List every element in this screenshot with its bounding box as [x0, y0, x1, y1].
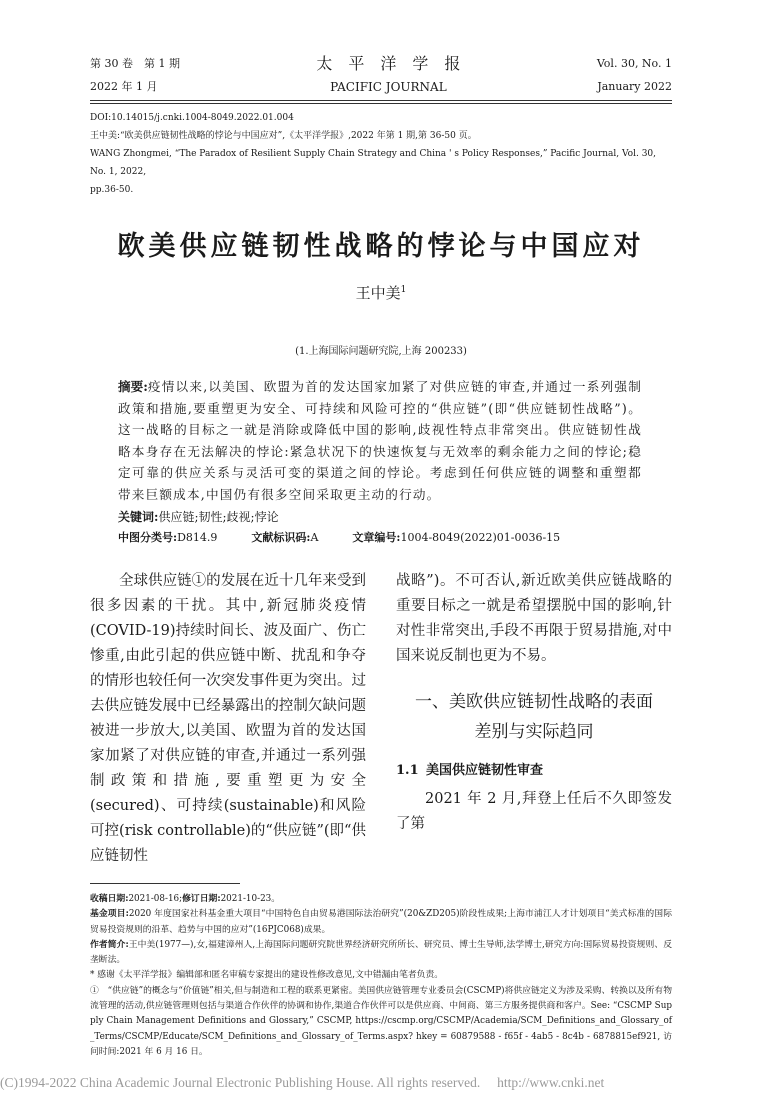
fund-label: 基金项目: — [90, 909, 129, 920]
keywords-text: 供应链;韧性;歧视;悖论 — [158, 510, 279, 524]
doc-code-label: 文献标识码: — [251, 531, 311, 544]
citation-cn: 王中美:“欧美供应链韧性战略的悖论与中国应对”,《太平洋学报》,2022 年第 1 期,第 36-50 页。 — [90, 131, 477, 141]
keywords — [118, 507, 642, 527]
class-value: D814.9 — [177, 531, 218, 544]
classification-row — [118, 529, 642, 547]
volume-issue-cn: 第 30 卷 第 1 期 — [90, 57, 180, 70]
revised-label: 修订日期: — [182, 894, 221, 904]
date-cn: 2022 年 1 月 — [90, 80, 158, 93]
received-label: 收稿日期: — [90, 894, 129, 904]
copyright-watermark: (C)1994-2022 China Academic Journal Electronic Publishing House. All rights reserved. http://www.cnki.net — [0, 1075, 605, 1091]
running-header — [90, 52, 672, 98]
footnote-1: ① “供应链”的概念与“价值链”相关,但与制造和工程的联系更紧密。美国供应链管理专业委员会(CSCMP)将供应链定义为涉及采购、转换以及所有物流管理的活动,供应链管理则包括与渠道合作伙伴的协调和协作,渠道合作伙伴可以是供应商、中间商、第三方服务提供商和客户。See: “CSCMP Supply Chain Management Definitions and Glossary,” CSCMP, https://cscmp.org/CSCMP/Academia/SCM_Definitions_and_Glossary_of_Terms/CSCMP/Educate/SCM_Definitions_and_Glossary_of_Terms.aspx? hkey = 60879588 - f65f - 4ab5 - 8c4b - 6878815ef921, 访问时间:2021 年 6 月 16 日。 — [90, 985, 672, 1057]
header-center — [316, 52, 460, 98]
footnote-rule — [90, 883, 240, 884]
journal-name-cn: 太 平 洋 学 报 — [316, 54, 461, 73]
acknowledgement: * 感谢《太平洋学报》编辑部和匿名审稿专家提出的建设性修改意见,文中错漏由笔者负责。 — [90, 970, 444, 981]
article-no-value: 1004-8049(2022)01-0036-15 — [400, 531, 561, 544]
volume-issue-en: Vol. 30, No. 1 — [596, 57, 672, 70]
article-title: 欧美供应链韧性战略的悖论与中国应对 — [117, 231, 645, 262]
header-right — [597, 52, 672, 98]
citation-en-line2: pp.36-50. — [90, 185, 134, 195]
author-name: 王中美 — [355, 284, 401, 302]
journal-name-en: PACIFIC JOURNAL — [330, 80, 447, 94]
body-paragraph: 2021 年 2 月,拜登上任后不久即签发了第 — [396, 791, 672, 832]
body-columns — [90, 569, 672, 869]
author-affiliation-marker: 1 — [400, 285, 407, 295]
footnotes — [90, 892, 672, 1060]
body-right-column — [396, 569, 672, 869]
doc-code-value: A — [310, 531, 319, 544]
class-label: 中图分类号: — [118, 531, 178, 544]
revised-date: 2021-10-23。 — [220, 894, 281, 904]
article-no-label: 文章编号: — [352, 531, 401, 544]
section-heading — [396, 687, 672, 747]
section-heading-line2: 差别与实际趋同 — [474, 722, 594, 742]
author — [90, 279, 672, 304]
abstract-block — [118, 376, 642, 547]
doc-code — [251, 529, 318, 547]
bio-label: 作者简介: — [90, 939, 129, 950]
article-no — [352, 529, 560, 547]
date-en: January 2022 — [597, 80, 672, 93]
doi: DOI:10.14015/j.cnki.1004-8049.2022.01.004 — [90, 113, 294, 123]
header-left — [90, 52, 180, 98]
bio-text: 王中美(1977—),女,福建漳州人,上海国际问题研究院世界经济研究所所长、研究员、博士生导师,法学博士,研究方向:国际贸易投资规则、反垄断法。 — [90, 939, 673, 966]
subsection-number: 1.1 — [396, 763, 419, 778]
class-code — [118, 529, 217, 547]
body-paragraph: 战略”)。不可否认,新近欧美供应链战略的重要目标之一就是希望摆脱中国的影响,针对性非常突出,手段不再限于贸易措施,对中国来说反制也更为不易。 — [396, 573, 672, 664]
body-left-column — [90, 569, 366, 869]
body-paragraph: 全球供应链①的发展在近十几年来受到很多因素的干扰。其中,新冠肺炎疫情(COVID-19)持续时间长、波及面广、伤亡惨重,由此引起的供应链中断、扰乱和争夺的情形也较任何一次突发事件更为突出。过去供应链发展中已经暴露出的控制欠缺问题被进一步放大,以美国、欧盟为首的发达国家加紧了对供应链的审查,并通过一系列强制政策和措施,要重塑更为安全(secured)、可持续(sustainable)和风险可控(risk controllable)的“供应链”(即“供应链韧性 — [90, 573, 366, 864]
keywords-label: 关键词: — [118, 510, 159, 524]
received-date: 2021-08-16; — [128, 894, 183, 904]
affiliation: (1.上海国际问题研究院,上海 200233) — [295, 346, 467, 357]
abstract — [118, 376, 642, 505]
citation-en-line1: WANG Zhongmei, “The Paradox of Resilient Supply Chain Strategy and China ' s Policy Responses,” Pacific Journal, Vol. 30, No. 1, 2022, — [90, 149, 657, 177]
abstract-text: 疫情以来,以美国、欧盟为首的发达国家加紧了对供应链的审查,并通过一系列强制政策和措施,要重塑更为安全、可持续和风险可控的“供应链”(即“供应链韧性战略”)。这一战略的目标之一就是消除或降低中国的影响,歧视性特点非常突出。供应链韧性战略本身存在无法解决的悖论:紧急状况下的快速恢复与无效率的剩余能力之间的悖论;稳定可靠的供应关系与灵活可变的渠道之间的悖论。考虑到任何供应链的调整和重塑都带来巨额成本,中国仍有很多空间采取更主动的行动。 — [118, 379, 642, 502]
citation-block — [90, 109, 672, 199]
subsection-title: 美国供应链韧性审查 — [426, 763, 544, 778]
abstract-label: 摘要: — [118, 379, 148, 394]
header-double-rule — [90, 100, 672, 104]
fund-text: 2020 年度国家社科基金重大项目“中国特色自由贸易港国际法治研究”(20&ZD205)阶段性成果;上海市浦江人才计划项目“美式标准的国际贸易投资规则的沿革、趋势与中国的应对”(16PJC068)成果。 — [90, 909, 672, 935]
section-heading-line1: 一、美欧供应链韧性战略的表面 — [415, 692, 653, 712]
subsection-heading — [396, 759, 672, 783]
